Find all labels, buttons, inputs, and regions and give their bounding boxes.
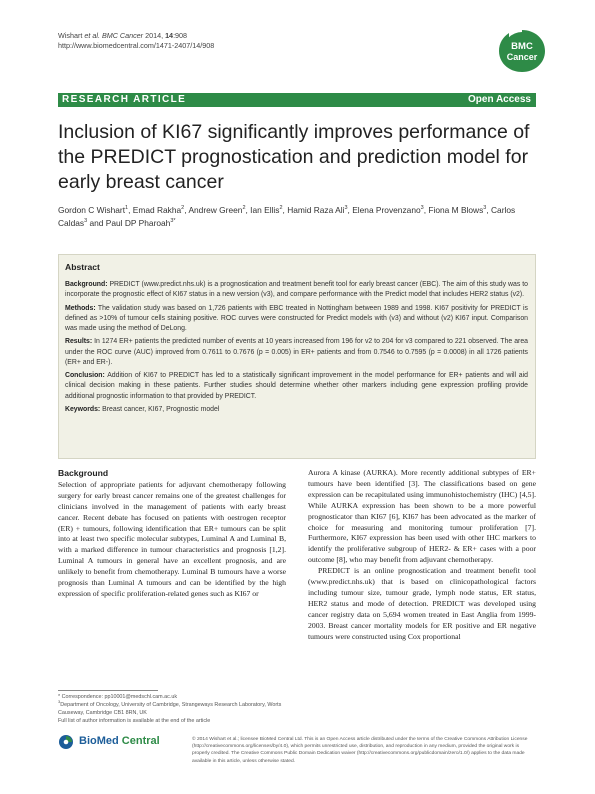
footnote <box>58 693 286 725</box>
author-separator: , <box>128 205 133 215</box>
biomed-central-logo <box>58 734 178 750</box>
author-separator: , <box>184 205 189 215</box>
author-affiliation-mark: 2 <box>181 205 185 212</box>
author-info-note: Full list of author information is available at the end of the article <box>58 718 211 724</box>
author-affiliation-mark: 1 <box>125 205 129 212</box>
author-separator: , <box>347 205 353 215</box>
abstract-heading: Abstract <box>65 262 100 272</box>
biomed-central-logo-icon <box>58 734 76 750</box>
author-affiliation-mark: 3 <box>344 205 348 212</box>
author-affiliation-mark: 3 <box>420 205 424 212</box>
body-paragraph: Aurora A kinase (AURKA). More recently additional subtypes of ER+ tumours have been identified [3]. The classifications based on gene expression can be recapitulated using immunohistochemistry (IHC) [4,5]. While AURKA expression has been shown to be a more powerful prognosticator than KI67 [6], KI67 has been advocated as the marker of choice for measuring and monitoring tumour proliferation [7]. Furthermore, KI67 expression has been used with other IHC markers to identify the proliferative subgroup of HER2- & ER+ cases with a poor outcome [8], who may benefit from adjuvant chemotherapy. <box>308 468 536 565</box>
author-name: Carlos Caldas <box>58 205 516 228</box>
author-affiliation-mark: 3 <box>483 205 487 212</box>
bmc-cancer-logo <box>497 28 547 76</box>
abstract-body <box>65 280 528 418</box>
abstract-box <box>58 254 536 459</box>
correspondence-email[interactable]: * Correspondence: pp10001@medschl.cam.ac.uk <box>58 694 178 700</box>
abstract-conclusion: Conclusion: Addition of KI67 to PREDICT has led to a statistically significant improvement in the model performance for ER+ patients and will aid clinical decision making in these patients. Further studies should determine whether other markers including gene expression profiling provide additional prognostic information to that provided by PREDICT. <box>65 372 528 400</box>
author-affiliation-mark: 2 <box>242 205 246 212</box>
author-name: Hamid Raza Ali <box>287 205 345 215</box>
article-url[interactable]: http://www.biomedcentral.com/1471-2407/14/908 <box>58 41 215 50</box>
author-name: Paul DP Pharoah <box>105 218 171 228</box>
author-separator: , <box>423 205 429 215</box>
author-separator: , <box>486 205 491 215</box>
logo-text-bmc: BMC <box>511 41 533 52</box>
abstract-results: Results: In 1274 ER+ patients the predicted number of events at 10 years increased from 196 for v2 to 204 for v3 compared to 221 observed. The area under the ROC curve (AUC) improved from 0.7611 to 0.7676 (p = 0.005) in ER+ patients and from 0.7546 to 0.7595 (p = 0.0008) in all 1726 patients (ER+ and ER-). <box>65 338 528 366</box>
author-separator: , <box>282 205 288 215</box>
body-paragraph: PREDICT is an online prognostication and treatment benefit tool (www.predict.nhs.uk) that is based on clinicopathological factors including tumour size, tumour grade, lymph node status, ER status, HER2 status and mode of detection. PREDICT was developed using cancer registry data on 5,694 women treated in East Anglia from 1999-2003. Breast cancer mortality models for ER positive and ER negative tumours were constructed using Cox proportional <box>308 566 536 641</box>
article-type-banner <box>58 93 536 107</box>
author-name: Gordon C Wishart <box>58 205 126 215</box>
author-name: Ian Ellis <box>250 205 280 215</box>
article-title: Inclusion of KI67 significantly improves performance of the PREDICT prognostication and prediction model for early breast cancer <box>58 121 530 193</box>
citation-line: Wishart et al. BMC Cancer 2014, 14:908 <box>58 31 188 40</box>
logo-text-cancer: Cancer <box>506 52 538 62</box>
author-name: Elena Provenzano <box>352 205 421 215</box>
section-heading-background: Background <box>58 468 109 478</box>
article-type-label: RESEARCH ARTICLE <box>62 94 187 105</box>
author-affiliation-mark: 3 <box>84 218 88 225</box>
author-separator: , <box>245 205 251 215</box>
body-column-left <box>58 468 286 600</box>
footnote-divider <box>58 690 158 691</box>
author-name: Fiona M Blows <box>428 205 484 215</box>
biomed-central-wordmark: BioMed Central <box>79 735 160 747</box>
open-access-label: Open Access <box>468 94 531 105</box>
abstract-methods: Methods: The validation study was based on 1,726 patients with EBC treated in Nottingham between 1989 and 1998. KI67 positivity for PREDICT is defined as >10% of tumour cells staining positive. ROC curves were constructed for Predict models with (v3) and without (v2) KI67 input. Comparison was made using the method of DeLong. <box>65 304 528 332</box>
running-header <box>58 31 214 51</box>
author-affiliation-mark: 3* <box>170 218 176 225</box>
abstract-keywords: Keywords: Breast cancer, KI67, Prognostic model <box>65 405 220 413</box>
body-column-right <box>308 468 536 643</box>
author-affiliation-mark: 2 <box>279 205 283 212</box>
author-name: Andrew Green <box>188 205 243 215</box>
abstract-background: Background: PREDICT (www.predict.nhs.uk) is a prognostication and treatment benefit tool for early breast cancer (EBC). The aim of this study was to incorporate the prognostic effect of KI67 status in a new version (v3), and compare performance with the Predict model that includes HER2 status (v2). <box>65 281 528 299</box>
affiliation: $^3$Department of Oncology, University of Cambridge, Strangeways Research Laboratory, Worts Causeway, Cambridge CB1 8RN, UK <box>58 699 282 716</box>
license-statement: © 2014 Wishart et al.; licensee BioMed Central Ltd. This is an Open Access article distributed under the terms of the Creative Commons Attribution License (http://creativecommons.org/licenses/by/4.0), which permits unrestricted use, distribution, and reproduction in any medium, provided the original work is properly credited. The Creative Commons Public Domain Dedication waiver (http://creativecommons.org/publicdomain/zero/1.0/) applies to the data made available in this article, unless otherwise stated. <box>192 737 528 764</box>
author-name: Emad Rakha <box>132 205 182 215</box>
author-separator: and <box>87 218 106 228</box>
body-paragraph: Selection of appropriate patients for adjuvant chemotherapy following surgery for early breast cancer remains one of the greatest challenges for clinicians involved in the management of patients with early breast cancer. Recent debate has focused on patients with oestrogen receptor (ER) + tumours, following identification that ER+ tumours can be split into at least two specific molecular subtypes, Luminal A and Luminal B, with a marked difference in tumour characteristics and prognosis [1,2]. Luminal A tumours in general have an excellent prognosis, and are unlikely to benefit from chemotherapy. Luminal B tumours have a worse prognosis than Luminal A tumours and can be identified by the high expression of specific proliferation-related genes such as KI67 or <box>58 479 286 598</box>
author-list <box>58 204 536 230</box>
